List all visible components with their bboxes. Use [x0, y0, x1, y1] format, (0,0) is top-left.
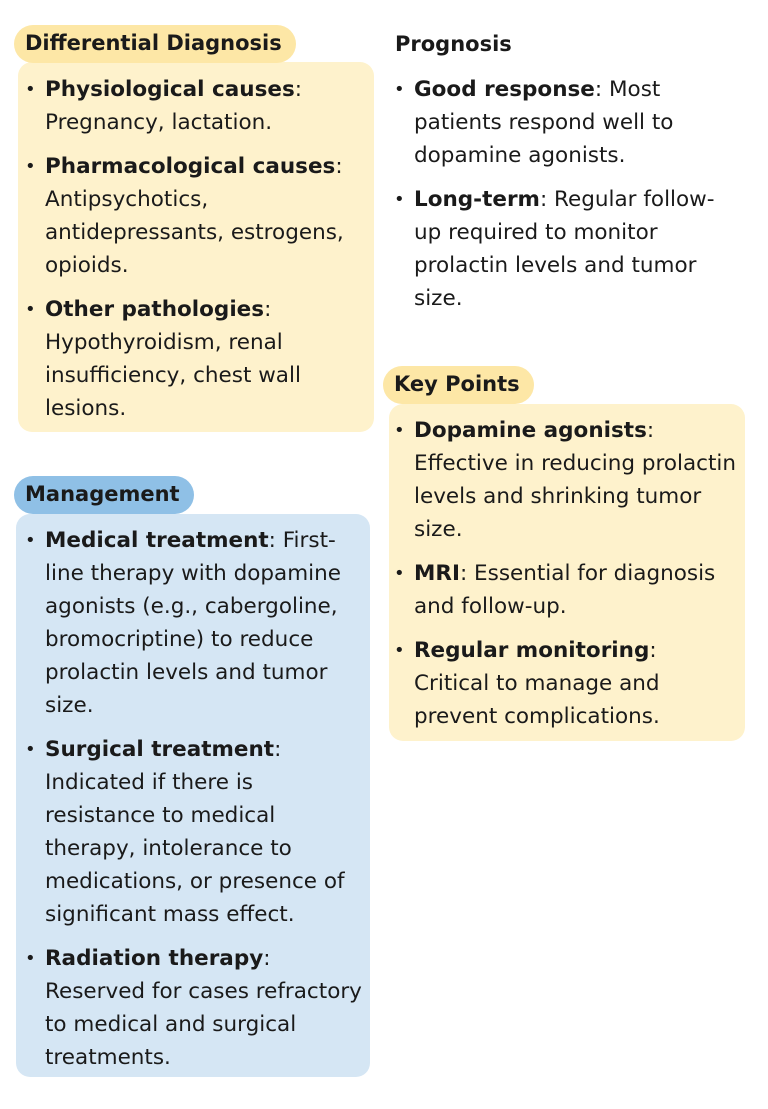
bullet-icon: • [394, 563, 405, 584]
key-points-heading: Key Points [383, 366, 534, 404]
bullet-icon: • [25, 79, 36, 100]
bullet-icon: • [25, 530, 36, 551]
management-list [25, 524, 365, 1074]
management-box [16, 514, 370, 1077]
differential-diagnosis-heading: Differential Diagnosis [14, 25, 296, 63]
bullet-icon: • [25, 948, 36, 969]
bullet-icon: • [394, 640, 405, 661]
list-item: • Physiological causes: Pregnancy, lactation. [45, 73, 365, 139]
list-item: • Medical treatment: First-line therapy with dopamine agonists (e.g., cabergoline, bromocriptine) to reduce prolactin levels and tumor size. [45, 524, 365, 722]
prognosis-list [394, 73, 734, 315]
key-points-list [394, 414, 737, 733]
list-item: • Long-term: Regular follow-up required to monitor prolactin levels and tumor size. [414, 183, 734, 315]
management-heading: Management [14, 476, 194, 514]
list-item: • Surgical treatment: Indicated if there is resistance to medical therapy, intolerance to medications, or presence of significant mass effect. [45, 733, 365, 931]
differential-diagnosis-box [18, 62, 374, 432]
bullet-icon: • [25, 156, 36, 177]
list-item: • Radiation therapy: Reserved for cases refractory to medical and surgical treatments. [45, 942, 365, 1074]
bullet-icon: • [25, 739, 36, 760]
prognosis-heading: Prognosis [395, 32, 512, 56]
bullet-icon: • [25, 299, 36, 320]
bullet-icon: • [394, 420, 405, 441]
list-item: • Dopamine agonists: Effective in reducing prolactin levels and shrinking tumor size. [414, 414, 736, 546]
list-item: • Good response: Most patients respond well to dopamine agonists. [414, 73, 734, 172]
list-item: • Regular monitoring: Critical to manage and prevent complications. [414, 634, 736, 733]
differential-diagnosis-list [25, 73, 365, 425]
key-points-box [389, 404, 745, 741]
bullet-icon: • [394, 189, 405, 210]
list-item: • Other pathologies: Hypothyroidism, renal insufficiency, chest wall lesions. [45, 293, 365, 425]
list-item: • Pharmacological causes: Antipsychotics, antidepressants, estrogens, opioids. [45, 150, 365, 282]
bullet-icon: • [394, 79, 405, 100]
list-item: • MRI: Essential for diagnosis and follow-up. [414, 557, 736, 623]
